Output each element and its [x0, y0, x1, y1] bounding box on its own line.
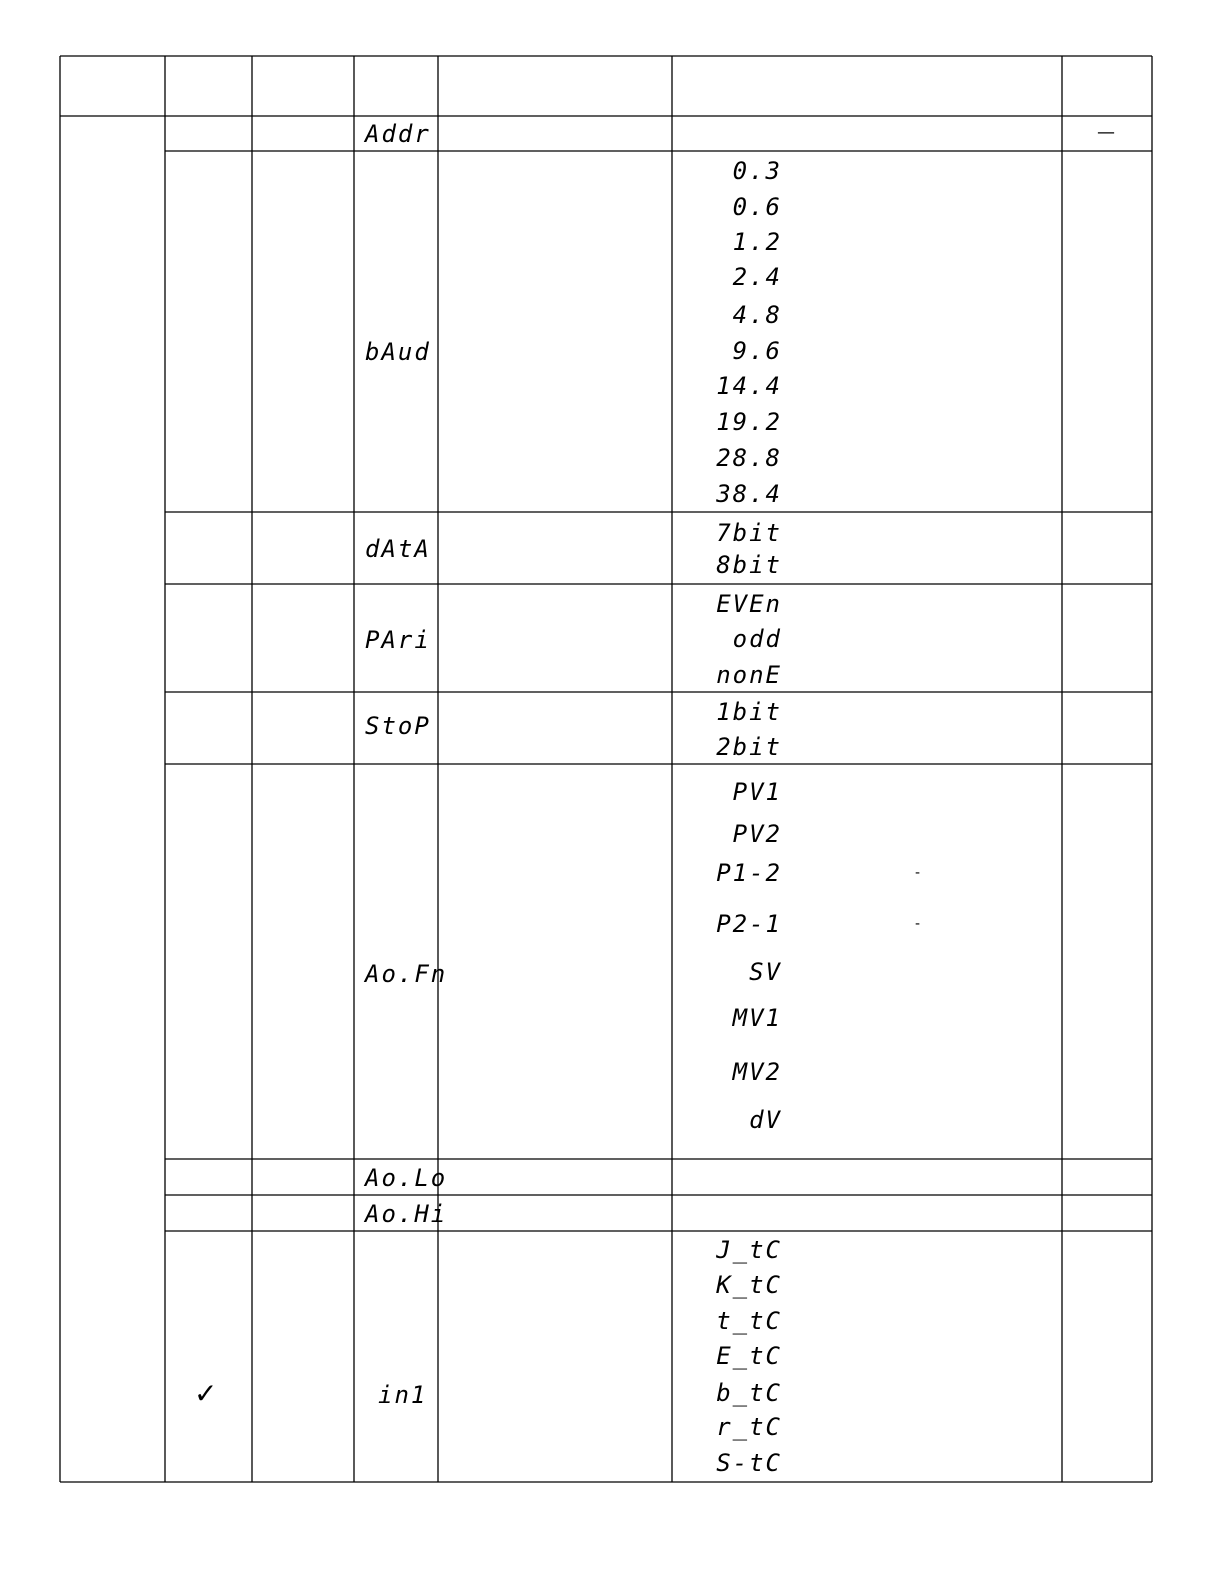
input-type-option: b_tC [716, 1379, 782, 1407]
baud-option: 0.3 [732, 157, 782, 185]
aofn-option: MV2 [732, 1058, 782, 1086]
aofn-option: SV [749, 958, 782, 986]
check-mark-icon: ✓ [194, 1377, 218, 1410]
stop-bits-option: 2bit [716, 733, 782, 761]
unit-dash: — [1097, 122, 1115, 143]
param-code-aohi: Ao.Hi [365, 1200, 448, 1228]
input-type-option: t_tC [716, 1307, 782, 1335]
input-type-option: r_tC [716, 1413, 782, 1441]
data-bits-option: 7bit [716, 519, 782, 547]
baud-option: 38.4 [716, 480, 782, 508]
param-code-addr: Addr [365, 120, 431, 148]
param-code-baud: bAud [365, 338, 431, 366]
input-type-option: E_tC [716, 1342, 782, 1370]
baud-option: 9.6 [732, 337, 782, 365]
param-code-aofn: Ao.Fn [365, 960, 448, 988]
parity-option: odd [732, 625, 782, 653]
parity-option: EVEn [716, 590, 782, 618]
param-code-parity: PAri [365, 626, 431, 654]
aofn-option: P1-2 [716, 859, 782, 887]
baud-option: 19.2 [716, 408, 782, 436]
aofn-option: dV [749, 1106, 782, 1134]
parity-option: nonE [716, 661, 782, 689]
data-bits-option: 8bit [716, 551, 782, 579]
param-code-data: dAtA [365, 535, 431, 563]
stop-bits-option: 1bit [716, 698, 782, 726]
baud-option: 28.8 [716, 444, 782, 472]
baud-option: 1.2 [732, 228, 782, 256]
param-code-aolo: Ao.Lo [365, 1164, 448, 1192]
input-type-option: J_tC [716, 1236, 782, 1264]
param-code-stop: StoP [365, 712, 431, 740]
param-code-in1: in1 [378, 1381, 428, 1409]
aofn-option: P2-1 [716, 910, 782, 938]
baud-option: 2.4 [732, 263, 782, 291]
baud-option: 0.6 [732, 193, 782, 221]
input-type-option: S-tC [716, 1449, 782, 1477]
baud-option: 14.4 [716, 372, 782, 400]
baud-option: 4.8 [732, 301, 782, 329]
aofn-option: PV1 [732, 778, 782, 806]
range-dash: - [915, 865, 921, 881]
range-dash: - [915, 916, 921, 932]
aofn-option: MV1 [732, 1004, 782, 1032]
aofn-option: PV2 [732, 820, 782, 848]
input-type-option: K_tC [716, 1271, 782, 1299]
